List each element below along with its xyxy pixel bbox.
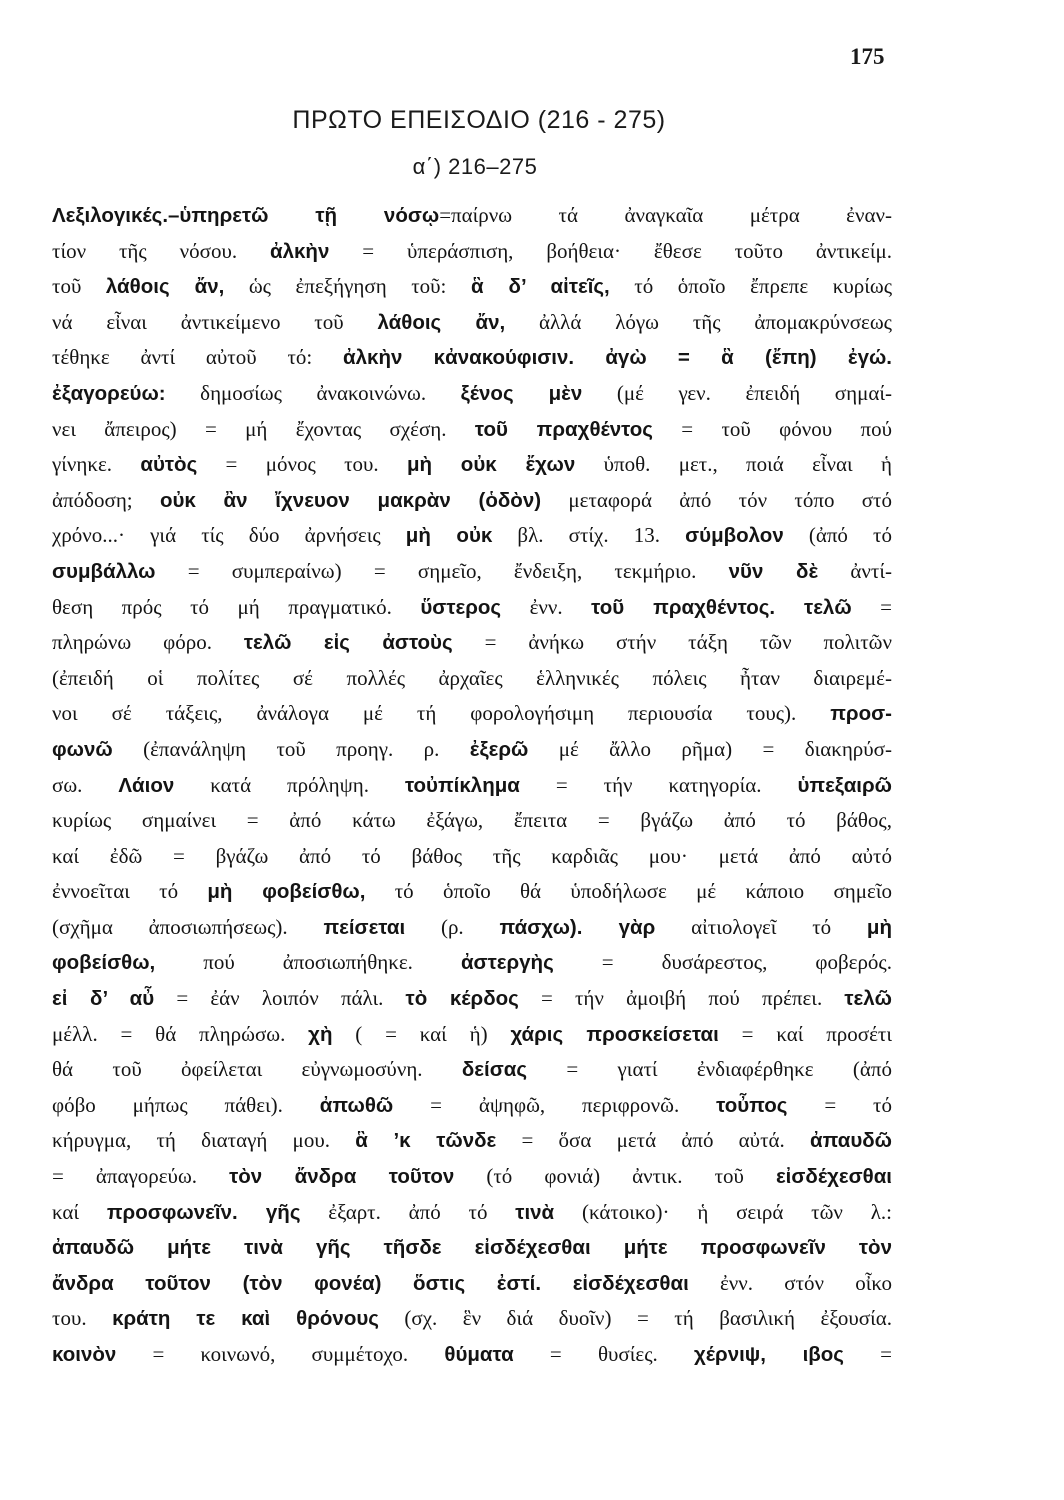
text-line (52, 661, 892, 697)
gloss-text: ὑποθ. μετ., ποιά εἶναι ἡ (575, 452, 892, 477)
text-line (52, 1017, 892, 1053)
gloss-text: =παίρνω τά ἀναγκαῖα μέτρα ἐναν- (439, 203, 892, 227)
gloss-text: πού ἀποσιωπήθηκε. (155, 950, 461, 975)
text-line (52, 305, 892, 341)
text-line (52, 198, 892, 234)
gloss-text: ἐννοεῖται τό (52, 879, 208, 904)
gloss-text: πληρώνω φόρο. (52, 630, 244, 655)
gloss-text: = τό (787, 1092, 892, 1117)
lemma-term: Λάιον (118, 773, 175, 797)
lemma-term: ἃ ’κ τῶνδε (355, 1129, 497, 1153)
page-number: 175 (850, 44, 885, 69)
gloss-text: νοι σέ τάξεις, ἀνάλογα μέ τή φορολογήσιμη περιουσία τους). (52, 701, 831, 726)
lemma-term: πάσχω). γὰρ (499, 915, 656, 939)
lemma-term: μὴ οὐκ ἔχων (406, 453, 576, 477)
lemma-term: μὴ φοβείσθω, (207, 880, 366, 904)
gloss-text: = συμπεραίνω) = σημεῖο, ἔνδειξη, τεκμήριο. (155, 558, 729, 583)
text-line (52, 945, 892, 981)
lemma-term: κράτη τε καὶ θρόνους (112, 1307, 379, 1331)
text-line (52, 1088, 892, 1124)
gloss-text: = δυσάρεστος, φοβερός. (553, 950, 892, 975)
lemma-term: προσφωνεῖν. γῆς (106, 1200, 301, 1224)
lemma-term: σύμβολον (685, 524, 784, 548)
text-line (52, 1195, 892, 1231)
gloss-text: μέλλ. = θά πληρώσω. (52, 1021, 309, 1046)
gloss-text: (σχῆμα ἀποσιωπήσεως). (52, 914, 324, 939)
text-line (52, 412, 892, 448)
gloss-text: = ἀπαγορεύω. (52, 1164, 230, 1189)
lemma-term: Λεξιλογικές.–ὑπηρετῶ τῇ νόσῳ (52, 204, 440, 227)
gloss-text: = γιατί ἐνδιαφέρθηκε (ἀπό (527, 1057, 892, 1082)
gloss-text: του. (52, 1306, 113, 1331)
lemma-term: φοβείσθω, (52, 951, 156, 975)
lemma-term: ὕστερος (420, 595, 502, 619)
gloss-text: γίνηκε. (52, 452, 141, 477)
text-line (52, 1337, 892, 1373)
lemma-term: τοὖπος (716, 1093, 788, 1117)
text-line (52, 1230, 892, 1266)
text-line (52, 447, 892, 483)
gloss-text: ἀντί- (818, 558, 892, 583)
lemma-term: κοινὸν (52, 1343, 117, 1366)
gloss-text: (σχ. ἓν διά δυοῖν) = τή βασιλική ἐξουσία. (378, 1306, 892, 1331)
text-line (52, 590, 892, 626)
gloss-text: = κοινωνό, συμμέτοχο. (116, 1342, 445, 1366)
gloss-text: ἐξαρτ. ἀπό τό (300, 1199, 516, 1224)
gloss-text: (τό φονιά) ἀντικ. τοῦ (454, 1164, 776, 1189)
gloss-text: = τοῦ φόνου πού (652, 416, 892, 441)
gloss-text: μέ ἄλλο ρῆμα) = διακηρύσ- (528, 736, 892, 761)
gloss-text: αἰτιολογεῖ τό (655, 914, 867, 939)
text-line (52, 981, 892, 1017)
text-line (52, 1301, 892, 1337)
gloss-text: θά τοῦ ὀφείλεται εὐγνωμοσύνη. (52, 1057, 462, 1082)
gloss-text: νει ἄπειρος) = μή ἔχοντας σχέση. (52, 416, 475, 441)
gloss-text: ἐνν. στόν οἶκο (688, 1270, 892, 1295)
gloss-text: (ἐπανάληψη τοῦ προηγ. ρ. (112, 736, 470, 761)
gloss-text: ἀπόδοση; (52, 487, 160, 512)
lemma-term: χάρις προσκείσεται (510, 1022, 719, 1046)
lemma-term: τοῦ πραχθέντος (474, 417, 653, 441)
text-line (52, 803, 892, 839)
text-line (52, 518, 892, 554)
lemma-term: ἀστεργὴς (460, 951, 554, 975)
lemma-term: χέρνιψ, ιβος (693, 1343, 844, 1366)
text-line (52, 1052, 892, 1088)
lemma-term: ἀπαυδῶ (809, 1129, 892, 1153)
lemma-term: συμβάλλω (52, 559, 156, 583)
text-line (52, 696, 892, 732)
gloss-text: = ὅσα μετά ἀπό αὐτά. (496, 1128, 810, 1153)
gloss-text: (ρ. (405, 914, 500, 939)
gloss-text: (μέ γεν. ἐπειδή σημαί- (582, 380, 892, 405)
text-line (52, 1123, 892, 1159)
lemma-term: τινὰ (515, 1200, 555, 1224)
lemma-term: προσ- (830, 702, 892, 726)
lemma-term: οὐκ ἂν ἴχνευον μακρὰν (ὁδὸν) (159, 488, 542, 512)
text-line (52, 732, 892, 768)
text-line (52, 483, 892, 519)
lemma-term: ἐξαγορεύω: (52, 381, 166, 405)
gloss-text: δημοσίως ἀνακοινώνω. (165, 380, 461, 405)
text-line (52, 376, 892, 412)
lemma-term: δείσας (461, 1058, 528, 1082)
text-line (52, 768, 892, 804)
gloss-text: = τήν ἀμοιβή πού πρέπει. (518, 986, 845, 1011)
gloss-text: = καί προσέτι (718, 1021, 892, 1046)
gloss-text: τό ὁποῖο ἔπρεπε κυρίως (609, 274, 892, 299)
lemma-term: ξένος μὲν (460, 381, 583, 405)
lemma-term: λάθοις ἄν, (377, 310, 506, 334)
gloss-text: = ἐάν λοιπόν πάλι. (154, 986, 406, 1011)
lemma-term: θύματα (444, 1343, 514, 1366)
lemma-term: εἰ δ’ αὖ (52, 987, 155, 1011)
gloss-text: τίον τῆς νόσου. (52, 238, 270, 263)
lemma-term: εἰσδέχεσθαι (775, 1165, 892, 1189)
lemma-term: τελῶ εἰς ἀστοὺς (243, 631, 453, 655)
gloss-text: καί (52, 1199, 107, 1224)
text-line (52, 554, 892, 590)
gloss-text: = μόνος του. (197, 452, 407, 477)
gloss-text: = τήν κατηγορία. (519, 772, 798, 797)
gloss-text: τέθηκε ἀντί αὐτοῦ τό: (52, 345, 344, 370)
gloss-text: ( = καί ἡ) (332, 1021, 511, 1046)
gloss-text: κήρυγμα, τή διαταγή μου. (52, 1128, 356, 1153)
text-line (52, 839, 892, 875)
gloss-text: = ἀψηφῶ, περιφρονῶ. (393, 1092, 717, 1117)
gloss-text: = ὑπεράσπιση, βοήθεια· ἔθεσε τοῦτο ἀντικείμ. (329, 238, 892, 263)
gloss-text: φόβο μήπως πάθει). (52, 1092, 320, 1117)
text-line (52, 910, 892, 946)
lemma-term: ἀλκὴν κἀνακούφισιν. ἀγὼ = ἃ (ἔπη) ἐγώ. (343, 346, 892, 370)
section-title: ΠΡΩΤΟ ΕΠΕΙΣΟΔΙΟ (216 - 275) (292, 106, 666, 134)
lemma-term: πείσεται (323, 915, 406, 939)
gloss-text: βλ. στίχ. 13. (492, 523, 686, 548)
gloss-text: κυρίως σημαίνει = ἀπό κάτω ἐξάγω, ἔπειτα = βγάζω ἀπό τό βάθος, (52, 808, 892, 833)
text-line (52, 625, 892, 661)
gloss-text: (ἀπό τό (783, 523, 892, 548)
gloss-text: ὡς ἐπεξήγηση τοῦ: (224, 274, 471, 299)
text-line (52, 269, 892, 305)
lemma-term: μὴ (866, 915, 892, 939)
lemma-term: τὸν ἄνδρα τοῦτον (229, 1165, 455, 1189)
gloss-text: θεση πρός τό μή πραγματικό. (52, 594, 421, 619)
gloss-text: (κάτοικο)· ἡ σειρά τῶν λ.: (554, 1199, 892, 1224)
gloss-text: κατά πρόληψη. (174, 772, 405, 797)
lemma-term: τοὐπίκλημα (404, 773, 520, 797)
lemma-term: λάθοις ἄν, (105, 275, 225, 299)
gloss-text: ἀλλά λόγω τῆς ἀπομακρύνσεως (505, 309, 892, 334)
lemma-term: χὴ (308, 1022, 333, 1046)
gloss-text: τοῦ (52, 274, 106, 299)
lemma-term: ἀπωθῶ (319, 1093, 394, 1117)
lemma-term: ἃ δ’ αἰτεῖς, (470, 275, 610, 299)
text-line (52, 1266, 892, 1302)
gloss-text: χρόνο...· γιά τίς δύο ἀρνήσεις (52, 523, 406, 548)
lemma-term: τὸ κέρδος (405, 987, 519, 1011)
lemma-term: αὐτὸς (140, 453, 198, 477)
text-line (52, 874, 892, 910)
gloss-text: (ἐπειδή οἱ πολίτες σέ πολλές ἀρχαῖες ἑλληνικές πόλεις ἦταν διαιρεμέ- (52, 665, 892, 690)
gloss-text: καί ἐδῶ = βγάζω ἀπό τό βάθος τῆς καρδιᾶς μου· μετά ἀπό αὐτό (52, 843, 892, 868)
lemma-term: μὴ οὐκ (405, 524, 493, 548)
gloss-text: σω. (52, 772, 119, 797)
lemma-term: φωνῶ (52, 737, 113, 761)
gloss-text: τό ὁποῖο θά ὑποδήλωσε μέ κάποιο σημεῖο (365, 879, 892, 904)
gloss-text: μεταφορά ἀπό τόν τόπο στό (541, 487, 892, 512)
lemma-term: ἀλκὴν (270, 239, 330, 263)
text-line (52, 234, 892, 270)
lemma-term: νῦν δὲ (728, 559, 819, 583)
lemma-term: τοῦ πραχθέντος. τελῶ (591, 595, 852, 619)
section-subtitle: α΄) 216–275 (412, 154, 538, 179)
gloss-text: = (843, 1342, 892, 1366)
gloss-text: νά εἶναι ἀντικείμενο τοῦ (52, 309, 378, 334)
text-line (52, 340, 892, 376)
lemma-term: ἐξερῶ (469, 737, 529, 761)
body-text (52, 198, 892, 1373)
gloss-text: ἐνν. (501, 594, 592, 619)
lemma-term: τελῶ (844, 987, 892, 1011)
gloss-text: = θυσίες. (513, 1342, 694, 1366)
lemma-term: ἀπαυδῶ μήτε τινὰ γῆς τῆσδε εἰσδέχεσθαι μήτε προσφωνεῖν τὸν (52, 1236, 892, 1260)
lemma-term: ὑπεξαιρῶ (797, 773, 892, 797)
lemma-term: ἄνδρα τοῦτον (τὸν φονέα) ὅστις ἐστί. εἰσδέχεσθαι (52, 1271, 689, 1295)
gloss-text: = ἀνήκω στήν τάξη τῶν πολιτῶν (452, 630, 892, 655)
text-line (52, 1159, 892, 1195)
gloss-text: = (851, 594, 892, 619)
